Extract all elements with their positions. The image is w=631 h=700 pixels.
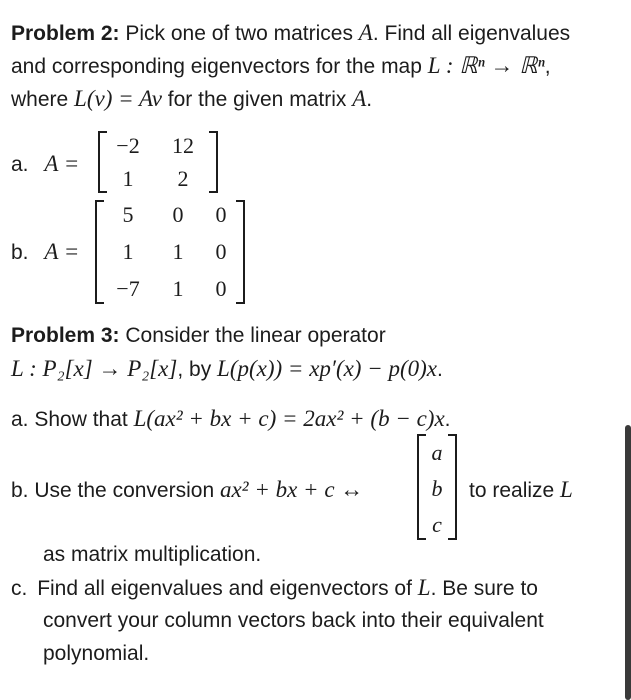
part-b-eq: A =: [44, 239, 80, 264]
matrix-b-cell: 0: [215, 239, 227, 264]
map-expression: L : ℝⁿ → ℝⁿ: [427, 53, 545, 78]
vector-entry: c: [432, 512, 442, 537]
problem3-line1: Problem 3: Consider the linear operator: [11, 324, 386, 347]
problem3-part-a: a. Show that L(ax² + bx + c) = 2ax² + (b − c)x.: [11, 406, 451, 431]
part-c-line3: polynomial.: [43, 642, 150, 665]
matrix-b: [95, 200, 245, 304]
matrix-b-cell: 0: [215, 202, 227, 227]
matrix-a-cell: 1: [122, 166, 134, 191]
matrix-b-cell: 1: [172, 239, 184, 264]
column-vector: [417, 434, 457, 540]
problem2-line2: and corresponding eigenvectors for the map L : ℝⁿ → ℝⁿ,: [11, 53, 551, 78]
matrix-a-cell: −2: [116, 133, 140, 158]
matrix-a-cell: 12: [172, 133, 194, 158]
problem2-heading: Problem 2:: [11, 22, 120, 45]
matrix-a-cell: 2: [177, 166, 189, 191]
matrix-b-cell: 0: [215, 276, 227, 301]
problem2-line3: where L(v) = Av for the given matrix A.: [11, 86, 373, 111]
matrix-b-cell: 1: [172, 276, 184, 301]
part-b-math: ax² + bx + c ↔: [219, 477, 364, 502]
problem2-line1: Problem 2: Pick one of two matrices A. Find all eigenvalues: [11, 20, 571, 45]
vector-entry: b: [431, 476, 443, 501]
part-b-label: b.: [11, 241, 29, 264]
problem3-part-c: c. Find all eigenvalues and eigenvectors of L. Be sure to: [11, 575, 538, 600]
part-a-label-line: [11, 150, 79, 179]
matrix-b-cell: 0: [172, 202, 184, 227]
operator-expression: L : P₂[x] → P₂[x]: [11, 356, 178, 381]
problem3-line2: L : P₂[x] → P₂[x], by L(p(x)) = xp′(x) − p(0)x.: [11, 356, 443, 381]
part-a-label: a.: [11, 153, 29, 176]
part-c-line2: convert your column vectors back into their equivalent: [43, 609, 544, 632]
part-b-line2: as matrix multiplication.: [43, 543, 262, 566]
matrix-b-cell: 1: [122, 239, 134, 264]
vector-entry: a: [431, 440, 443, 465]
Lv-expression: L(v) = Av: [74, 86, 162, 111]
problem3-heading: Problem 3:: [11, 324, 120, 347]
matrix-b-cell: 5: [122, 202, 134, 227]
problem3-part-b: b. Use the conversion ax² + bx + c ↔: [11, 477, 364, 502]
rule-expression: L(p(x)) = xp′(x) − p(0)x: [217, 356, 438, 381]
part-a-eq: A =: [44, 151, 80, 176]
part-a-math: L(ax² + bx + c) = 2ax² + (b − c)x: [133, 406, 445, 431]
part-b-label-line: [11, 238, 79, 267]
scrollbar[interactable]: [625, 425, 631, 700]
part-b-after: to realize L: [469, 477, 573, 502]
matrix-b-cell: −7: [116, 276, 140, 301]
matrix-a: [98, 131, 218, 193]
